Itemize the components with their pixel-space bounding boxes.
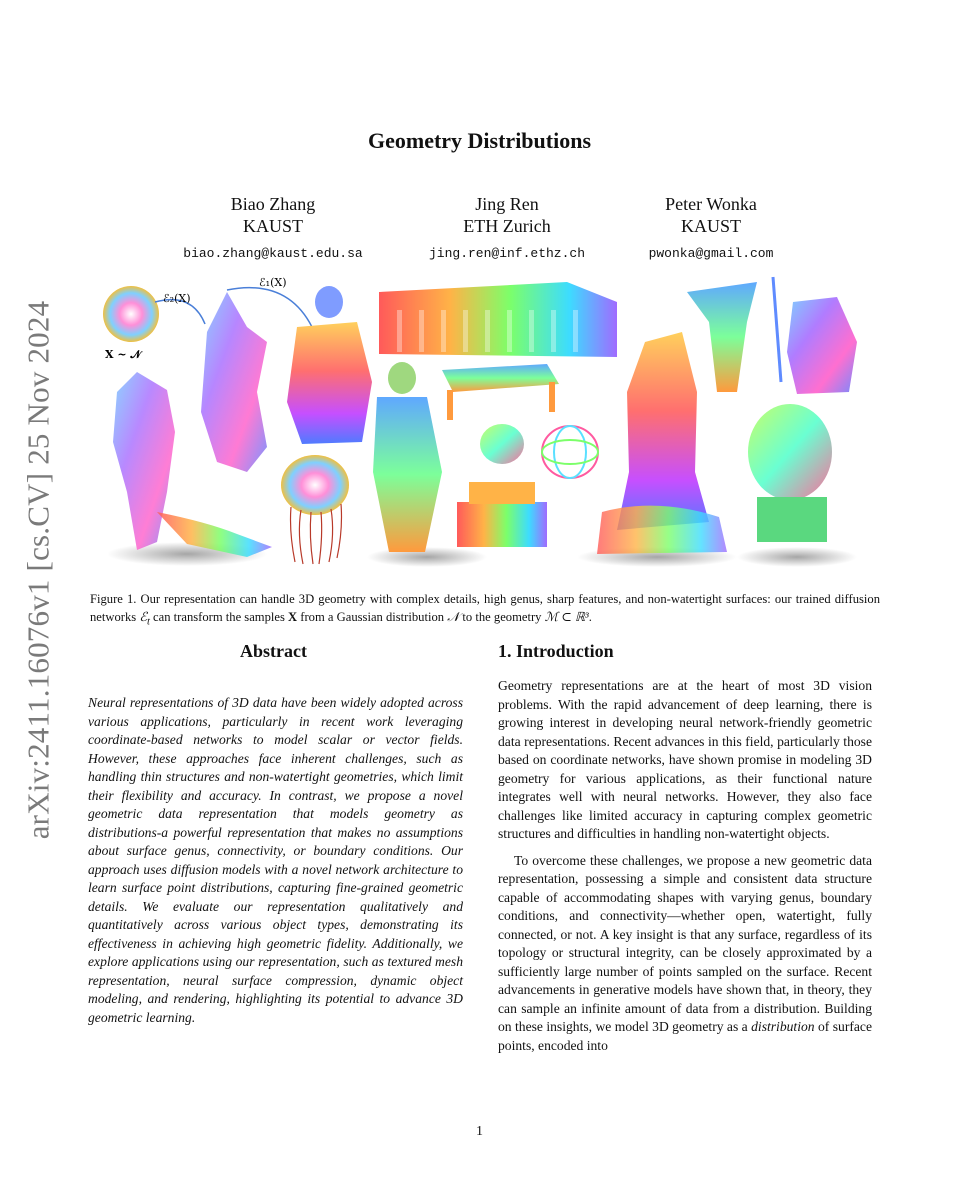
author-name: Biao Zhang — [230, 194, 316, 214]
author-email[interactable]: pwonka@gmail.com — [648, 246, 774, 261]
page-number: 1 — [476, 1124, 483, 1139]
coral-creature-shape — [201, 292, 267, 472]
introduction-heading: 1. Introduction — [498, 641, 614, 661]
monkey-king-shape — [597, 332, 727, 554]
author-affiliation: KAUST — [680, 216, 741, 236]
figure-caption: Figure 1. Our representation can handle 3D geometry with complex details, high genus, sharp features, and non-watertight surfaces: our trained diffusion networks ℰ$_t$ can transform the samples X from a Gaussian distribution 𝒩 to the geometry ℳ ⊂ ℝ³. — [90, 592, 880, 628]
author-affiliation: ETH Zurich — [463, 216, 551, 236]
author-block-1 — [153, 193, 393, 265]
head-bust-shape — [748, 404, 832, 542]
arxiv-stamp-text: arXiv:2411.16076v1 [cs.CV] 25 Nov 2024 — [20, 300, 56, 840]
label-x-dist: X ~ 𝒩 — [105, 348, 141, 361]
lattice-shape — [542, 426, 598, 478]
introduction-paragraph-2: To overcome these challenges, we propose a new geometric data representation, possessing a simple and consistent data structure capable of accommodating shapes with varying genus, boundary conditions, and connectivity—whether open, watertight, fully connected, or not. A key insight is that any surface, regardless of its topology or structural integrity, can be closely approximated by a sufficiently large number of points sampled on the surface. Recent advancements in generative models have shown that, in theory, they can sample an infinite amount of data from a distribution. Building on these insights, we model 3D geometry as a distribution of surface points, encoded into — [498, 852, 872, 1053]
label-e1: ℰ₁(X) — [259, 276, 287, 289]
author-name: Peter Wonka — [665, 194, 757, 214]
abstract-heading: Abstract — [240, 641, 307, 661]
label-e2: ℰ₂(X) — [163, 292, 191, 305]
author-block-3 — [591, 193, 831, 265]
teaser-figure — [97, 272, 871, 572]
paper-title: Geometry Distributions — [367, 128, 592, 153]
abstract-text: Neural representations of 3D data have been widely adopted across various applications, particularly in recent work leveraging coordinate-based networks to model scalar or vector fields. However, these approaches face inherent challenges, such as handling thin structures and non-watertight geometries, which limit their flexibility and accuracy. In contrast, we propose a novel geometric data representation that models geometry as distributions-a powerful representation that makes no assumptions about surface genus, connectivity, or boundary conditions. Our approach uses diffusion models with a novel network architecture to learn surface point distributions, capturing fine-grained geometric details. We evaluate our representation qualitatively and quantitatively across various object types, demonstrating its effectiveness in achieving high geometric fidelity. Additionally, we explore applications using our representation, such as textured mesh representation, neural surface compression, dynamic object modeling, and rendering, highlighting its potential to advance 3D geometric learning. — [88, 695, 463, 1025]
author-name: Jing Ren — [475, 194, 539, 214]
flag-shape — [687, 282, 757, 392]
author-email[interactable]: biao.zhang@kaust.edu.sa — [183, 246, 363, 261]
trident-creature-shape — [773, 277, 857, 394]
gaussian-sample-ball — [103, 286, 159, 342]
table-shape — [442, 364, 559, 420]
terracotta-warrior-shape — [373, 362, 442, 552]
bust-plinth-shape — [457, 424, 547, 547]
introduction-body — [498, 677, 872, 1063]
jellyfish-shape — [281, 455, 349, 564]
author-affiliation: KAUST — [242, 216, 303, 236]
temple-shape — [379, 282, 617, 357]
author-email[interactable]: jing.ren@inf.ethz.ch — [428, 246, 586, 261]
arxiv-stamp — [16, 290, 60, 850]
introduction-paragraph-1: Geometry representations are at the heart of most 3D vision problems. With the rapid advancement of deep learning, there is growing interest in developing neural network-friendly geometric data representations. Recent advances in this field, particularly those based on coordinate networks, have shown promise in modeling 3D geometry for various applications, as their functional nature integrates well with neural networks. However, they also face challenges like limited accuracy in capturing complex geometric structures and difficulties in handling non-watertight objects. — [498, 678, 872, 841]
